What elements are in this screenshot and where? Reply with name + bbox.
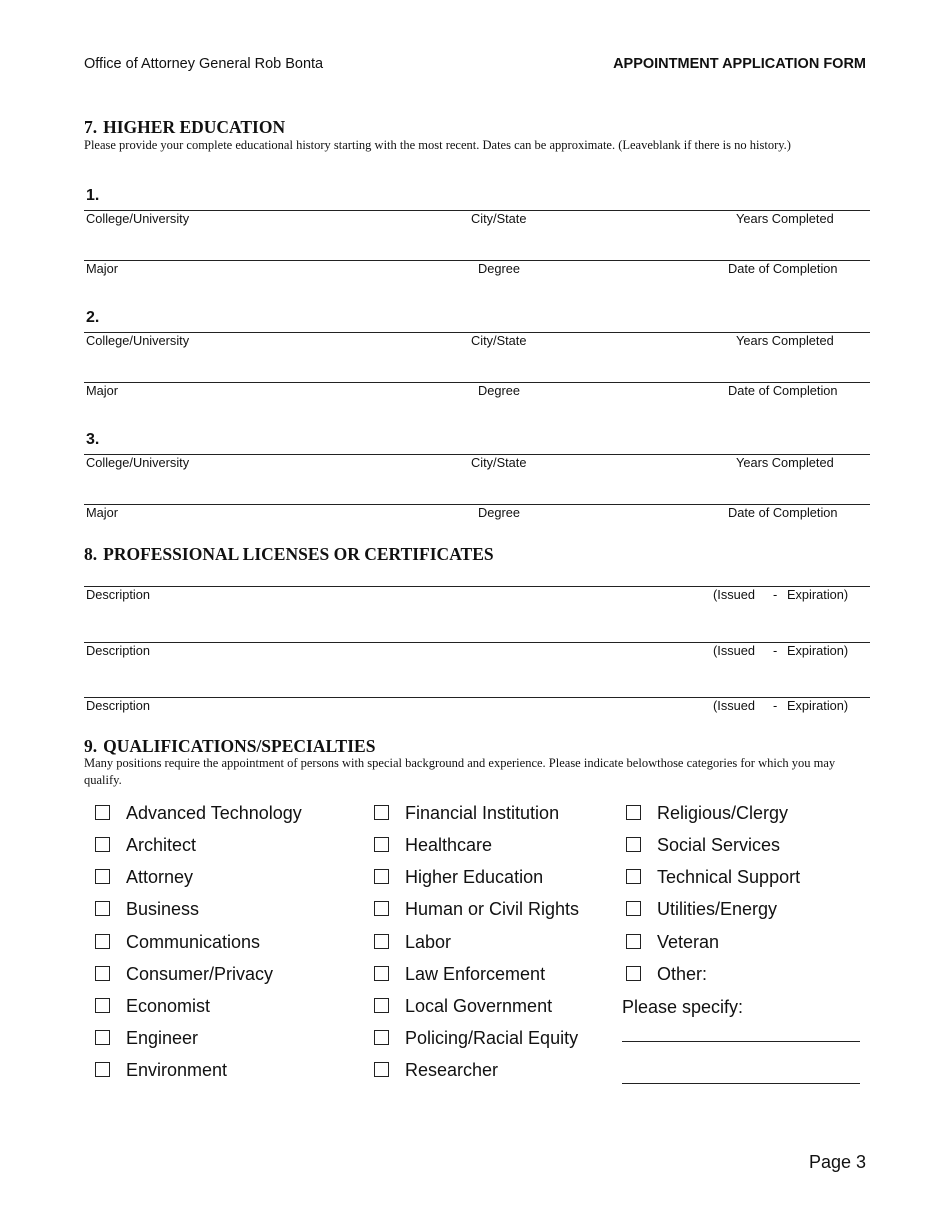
section-7-number: 7. (84, 117, 98, 137)
checkbox-human-civil-rights[interactable] (374, 901, 389, 916)
license-dash: - (773, 643, 778, 658)
years-completed-label: Years Completed (736, 211, 834, 226)
checkbox-law-enforcement[interactable] (374, 966, 389, 981)
checkbox-engineer[interactable] (95, 1030, 110, 1045)
label-labor: Labor (405, 932, 452, 952)
specify-line-1[interactable] (622, 1041, 860, 1042)
checkbox-business[interactable] (95, 901, 110, 916)
label-engineer: Engineer (126, 1028, 199, 1048)
label-economist: Economist (126, 996, 211, 1016)
section-7-description: Please provide your complete educational history starting with the most recent. Dates can be approximate. (Leaveblank if there is no history.) (84, 138, 791, 152)
checkbox-consumer-privacy[interactable] (95, 966, 110, 981)
label-technical-support: Technical Support (657, 867, 801, 887)
license-issued-label: (Issued (713, 643, 755, 658)
education-entry-3-number: 3. (86, 431, 100, 448)
city-state-label: City/State (471, 211, 527, 226)
years-completed-label: Years Completed (736, 333, 834, 348)
degree-label: Degree (478, 383, 520, 398)
license-expiration-label: Expiration) (787, 698, 849, 713)
label-human-civil-rights: Human or Civil Rights (405, 899, 580, 919)
section-8-number: 8. (84, 544, 98, 564)
education-entry-1-number: 1. (86, 187, 100, 204)
major-label: Major (86, 261, 118, 276)
page-number: Page 3 (808, 1152, 866, 1172)
date-of-completion-label: Date of Completion (728, 383, 838, 398)
license-description-label: Description (86, 643, 151, 658)
label-attorney: Attorney (126, 867, 194, 887)
label-law-enforcement: Law Enforcement (405, 964, 546, 984)
checkbox-researcher[interactable] (374, 1062, 389, 1077)
college-label: College/University (86, 333, 190, 348)
label-policing-racial-equity: Policing/Racial Equity (405, 1028, 579, 1048)
office-name: Office of Attorney General Rob Bonta (84, 56, 324, 72)
license-issued-label: (Issued (713, 698, 755, 713)
label-researcher: Researcher (405, 1060, 499, 1080)
label-social-services: Social Services (657, 835, 781, 855)
major-label: Major (86, 383, 118, 398)
checkbox-advanced-technology[interactable] (95, 805, 110, 820)
section-9-title (84, 736, 375, 757)
label-utilities-energy: Utilities/Energy (657, 899, 778, 919)
checkbox-higher-education[interactable] (374, 869, 389, 884)
section-9-description: Many positions require the appointment of persons with special background and experience. Please indicate belowthose categories for which you may qualify. (84, 756, 836, 787)
city-state-label: City/State (471, 455, 527, 470)
degree-label: Degree (478, 261, 520, 276)
license-expiration-label: Expiration) (787, 587, 849, 602)
college-label: College/University (86, 455, 190, 470)
college-label: College/University (86, 211, 190, 226)
label-consumer-privacy: Consumer/Privacy (126, 964, 274, 984)
license-dash: - (773, 587, 778, 602)
label-business: Business (126, 899, 200, 919)
license-issued-label: (Issued (713, 587, 755, 602)
date-of-completion-label: Date of Completion (728, 261, 838, 276)
city-state-label: City/State (471, 333, 527, 348)
checkbox-local-government[interactable] (374, 998, 389, 1013)
section-8-title (84, 544, 494, 565)
label-other: Other: (657, 964, 708, 984)
specify-line-2[interactable] (622, 1083, 860, 1084)
label-environment: Environment (126, 1060, 228, 1080)
label-local-government: Local Government (405, 996, 553, 1016)
label-architect: Architect (126, 835, 197, 855)
checkbox-veteran[interactable] (626, 934, 641, 949)
form-title: APPOINTMENT APPLICATION FORM (613, 56, 866, 72)
checkbox-architect[interactable] (95, 837, 110, 852)
label-advanced-technology: Advanced Technology (126, 803, 302, 823)
label-veteran: Veteran (657, 932, 720, 952)
section-7-heading: HIGHER EDUCATION (103, 117, 286, 137)
checkbox-policing-racial-equity[interactable] (374, 1030, 389, 1045)
license-dash: - (773, 698, 778, 713)
checkbox-labor[interactable] (374, 934, 389, 949)
section-7-title (84, 117, 285, 138)
checkbox-utilities-energy[interactable] (626, 901, 641, 916)
section-8-heading: PROFESSIONAL LICENSES OR CERTIFICATES (103, 544, 494, 564)
label-communications: Communications (126, 932, 261, 952)
license-description-label: Description (86, 587, 151, 602)
label-higher-education: Higher Education (405, 867, 544, 887)
education-entry-2-number: 2. (86, 309, 100, 326)
checkbox-communications[interactable] (95, 934, 110, 949)
date-of-completion-label: Date of Completion (728, 505, 838, 520)
section-9-number: 9. (84, 736, 98, 756)
years-completed-label: Years Completed (736, 455, 834, 470)
checkbox-healthcare[interactable] (374, 837, 389, 852)
license-expiration-label: Expiration) (787, 643, 849, 658)
checkbox-social-services[interactable] (626, 837, 641, 852)
label-financial-institution: Financial Institution (405, 803, 560, 823)
please-specify-label: Please specify: (622, 997, 744, 1017)
checkbox-religious-clergy[interactable] (626, 805, 641, 820)
label-healthcare: Healthcare (405, 835, 493, 855)
checkbox-financial-institution[interactable] (374, 805, 389, 820)
checkbox-technical-support[interactable] (626, 869, 641, 884)
checkbox-attorney[interactable] (95, 869, 110, 884)
license-description-label: Description (86, 698, 151, 713)
checkbox-other[interactable] (626, 966, 641, 981)
checkbox-environment[interactable] (95, 1062, 110, 1077)
checkbox-economist[interactable] (95, 998, 110, 1013)
major-label: Major (86, 505, 118, 520)
section-9-heading: QUALIFICATIONS/SPECIALTIES (103, 736, 376, 756)
degree-label: Degree (478, 505, 520, 520)
label-religious-clergy: Religious/Clergy (657, 803, 789, 823)
